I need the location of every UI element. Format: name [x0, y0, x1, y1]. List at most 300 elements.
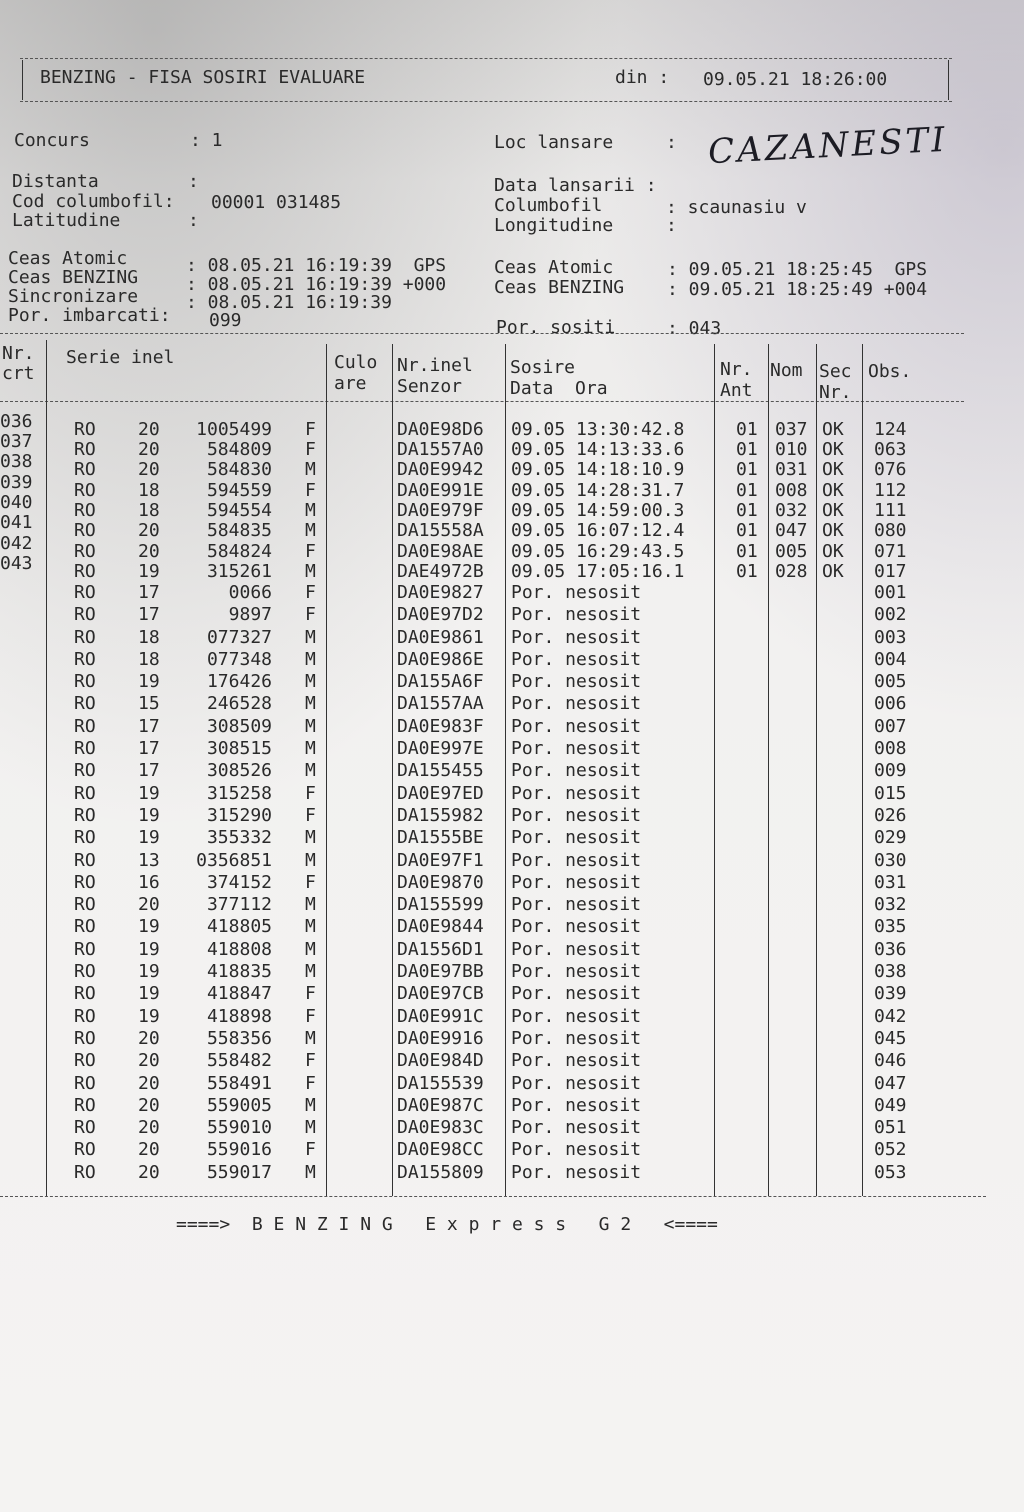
cell-tara: RO: [74, 439, 96, 461]
cell-sosire: Por. nesosit: [511, 1117, 642, 1139]
cell-an: 20: [138, 419, 160, 440]
cell-obs: 051: [874, 1117, 907, 1139]
cell-sex: M: [305, 693, 316, 715]
cell-sosire: Por. nesosit: [511, 738, 642, 759]
cell-sex: F: [305, 1005, 316, 1027]
cell-inel: 355332: [206, 827, 272, 849]
cell-senzor: DA155A6F: [397, 671, 484, 693]
cell-senzor: DA0E979F: [397, 499, 484, 521]
print-date-label: din :: [615, 67, 670, 88]
cell-tara: RO: [74, 849, 96, 871]
cell-sex: M: [305, 1094, 316, 1116]
col-header-sec-2: Nr.: [819, 382, 852, 403]
cell-an: 19: [138, 1005, 160, 1027]
cell-sex: M: [305, 738, 316, 759]
concurs-value: : 1: [190, 130, 223, 151]
loc-lansare-colon: :: [666, 132, 677, 153]
cell-sex: F: [305, 479, 316, 501]
cell-ant: 01: [736, 561, 758, 582]
cell-tara: RO: [74, 715, 96, 737]
cell-sex: F: [305, 604, 316, 626]
cell-nom: 028: [775, 561, 808, 582]
cell-an: 15: [138, 693, 160, 715]
cell-inel: 9897: [228, 604, 272, 626]
cell-senzor: DA0E9942: [397, 459, 484, 481]
cell-crt: 041: [0, 512, 33, 533]
cell-senzor: DA155455: [397, 760, 484, 782]
footer-brand: ====> B E N Z I N G E x p r e s s G 2 <====: [176, 1214, 718, 1235]
col-header-nr: Nr.: [2, 343, 35, 364]
cell-an: 17: [138, 715, 160, 737]
cell-obs: 005: [874, 671, 907, 693]
cell-sex: M: [305, 499, 316, 521]
cell-obs: 035: [874, 916, 907, 938]
cell-inel: 308509: [206, 715, 272, 737]
por-imbarcati-label: Por. imbarcati:: [8, 305, 171, 326]
cell-sex: F: [305, 1050, 316, 1072]
cell-sex: F: [305, 782, 316, 804]
col-divider-nom: [816, 344, 817, 1196]
table-border-bottom: [0, 1196, 986, 1197]
cell-senzor: DA0E987C: [397, 1094, 484, 1116]
cell-inel: 594559: [206, 479, 272, 501]
cell-tara: RO: [74, 827, 96, 849]
cell-obs: 049: [874, 1094, 907, 1116]
header-border-bottom: [20, 101, 952, 102]
cell-inel: 1005499: [196, 419, 272, 440]
cell-an: 19: [138, 782, 160, 804]
cell-obs: 112: [874, 479, 907, 501]
cell-senzor: DA0E98AE: [397, 540, 484, 562]
cell-an: 19: [138, 983, 160, 1005]
cell-sosire: 09.05 14:13:33.6: [511, 439, 685, 461]
ceas-atomic-value: : 08.05.21 16:19:39 GPS: [186, 255, 447, 276]
cell-sosire: Por. nesosit: [511, 1050, 642, 1072]
cell-obs: 003: [874, 626, 907, 648]
cell-obs: 029: [874, 827, 907, 849]
cell-sec: OK: [822, 459, 844, 481]
cell-senzor: DA0E98D6: [397, 419, 484, 440]
cell-an: 20: [138, 1027, 160, 1049]
cell-obs: 046: [874, 1050, 907, 1072]
cell-sosire: Por. nesosit: [511, 671, 642, 693]
cell-sex: M: [305, 1117, 316, 1139]
col-divider-sec: [862, 344, 863, 1196]
cell-an: 18: [138, 626, 160, 648]
cell-sex: M: [305, 961, 316, 982]
cell-obs: 045: [874, 1027, 907, 1049]
cod-columbofil-label: Cod columbofil:: [12, 191, 175, 212]
cell-inel: 246528: [206, 693, 272, 715]
cell-senzor: DA155539: [397, 1072, 484, 1094]
cell-senzor: DA155599: [397, 894, 484, 916]
cell-ant: 01: [736, 520, 758, 541]
cell-senzor: DA0E983C: [397, 1117, 484, 1139]
cell-sex: M: [305, 626, 316, 648]
latitudine-label: Latitudine: [12, 210, 121, 231]
cell-an: 18: [138, 479, 160, 501]
cell-sex: M: [305, 1161, 316, 1183]
cell-tara: RO: [74, 983, 96, 1005]
col-divider-senzor: [505, 344, 506, 1196]
cell-senzor: DA0E991C: [397, 1005, 484, 1027]
cell-sosire: Por. nesosit: [511, 760, 642, 782]
cell-sex: F: [305, 439, 316, 461]
cell-sosire: Por. nesosit: [511, 1005, 642, 1027]
columbofil-label: Columbofil: [494, 195, 603, 216]
cell-tara: RO: [74, 894, 96, 916]
cell-tara: RO: [74, 671, 96, 693]
cell-an: 19: [138, 671, 160, 693]
col-divider-culoare: [392, 344, 393, 1196]
cell-sosire: Por. nesosit: [511, 1139, 642, 1161]
cell-sosire: Por. nesosit: [511, 849, 642, 871]
cell-tara: RO: [74, 693, 96, 715]
cell-obs: 030: [874, 849, 907, 871]
col-header-are: are: [334, 373, 367, 394]
cell-obs: 015: [874, 782, 907, 804]
cell-tara: RO: [74, 479, 96, 501]
cell-inel: 558356: [206, 1027, 272, 1049]
cell-inel: 559016: [206, 1139, 272, 1161]
header-border-right: [948, 60, 949, 100]
cell-sex: F: [305, 419, 316, 440]
cell-obs: 080: [874, 520, 907, 541]
cell-sosire: Por. nesosit: [511, 715, 642, 737]
cell-sosire: Por. nesosit: [511, 1027, 642, 1049]
cell-inel: 377112: [206, 894, 272, 916]
cell-inel: 418808: [206, 938, 272, 960]
cell-sex: F: [305, 983, 316, 1005]
cell-crt: 038: [0, 451, 33, 473]
cell-sex: M: [305, 916, 316, 938]
cell-tara: RO: [74, 871, 96, 893]
cell-senzor: DA0E9870: [397, 871, 484, 893]
cell-sex: F: [305, 1139, 316, 1161]
cell-inel: 584830: [206, 459, 272, 481]
cell-sosire: Por. nesosit: [511, 894, 642, 916]
col-header-sec-1: Sec: [819, 361, 852, 382]
ceas-benzing-value: : 08.05.21 16:19:39 +000: [186, 274, 447, 295]
cell-inel: 594554: [206, 499, 272, 521]
col-divider-crt: [46, 340, 47, 1196]
loc-lansare-label: Loc lansare: [494, 132, 614, 153]
cell-nom: 010: [775, 439, 808, 461]
cell-an: 20: [138, 894, 160, 916]
cell-inel: 418898: [206, 1005, 272, 1027]
cod-columbofil-value: 00001 031485: [211, 192, 342, 213]
cell-an: 20: [138, 1072, 160, 1094]
cell-inel: 558482: [206, 1050, 272, 1072]
cell-an: 20: [138, 1050, 160, 1072]
cell-sex: F: [305, 1072, 316, 1094]
cell-senzor: DA0E991E: [397, 479, 484, 501]
cell-inel: 584824: [206, 540, 272, 562]
cell-nom: 032: [775, 499, 808, 521]
cell-tara: RO: [74, 626, 96, 648]
cell-senzor: DA0E97CB: [397, 983, 484, 1005]
cell-sex: F: [305, 582, 316, 603]
cell-inel: 558491: [206, 1072, 272, 1094]
cell-sosire: Por. nesosit: [511, 604, 642, 626]
cell-an: 13: [138, 849, 160, 871]
cell-sosire: Por. nesosit: [511, 871, 642, 893]
col-header-nr-ant-1: Nr.: [720, 359, 753, 380]
cell-sec: OK: [822, 561, 844, 582]
cell-inel: 559017: [206, 1161, 272, 1183]
cell-an: 17: [138, 604, 160, 626]
cell-ant: 01: [736, 419, 758, 440]
ceas-atomic-label: Ceas Atomic: [8, 248, 128, 269]
col-header-data-ora: Data Ora: [510, 378, 608, 399]
cell-obs: 047: [874, 1072, 907, 1094]
cell-senzor: DA0E97BB: [397, 961, 484, 982]
cell-an: 20: [138, 1161, 160, 1183]
cell-tara: RO: [74, 648, 96, 670]
cell-obs: 071: [874, 540, 907, 562]
cell-ant: 01: [736, 459, 758, 481]
cell-senzor: DA0E986E: [397, 648, 484, 670]
cell-sec: OK: [822, 439, 844, 461]
cell-obs: 039: [874, 983, 907, 1005]
cell-obs: 004: [874, 648, 907, 670]
cell-obs: 002: [874, 604, 907, 626]
cell-ant: 01: [736, 479, 758, 501]
cell-sosire: Por. nesosit: [511, 983, 642, 1005]
cell-senzor: DA0E97D2: [397, 604, 484, 626]
cell-senzor: DA0E9916: [397, 1027, 484, 1049]
cell-inel: 0356851: [196, 849, 272, 871]
cell-sosire: 09.05 14:18:10.9: [511, 459, 685, 481]
cell-senzor: DA0E9827: [397, 582, 484, 603]
cell-inel: 584835: [206, 520, 272, 541]
cell-an: 17: [138, 582, 160, 603]
cell-tara: RO: [74, 1027, 96, 1049]
cell-tara: RO: [74, 1072, 96, 1094]
loc-lansare-handwritten: CAZANESTI: [707, 119, 949, 173]
cell-obs: 031: [874, 871, 907, 893]
document-title: BENZING - FISA SOSIRI EVALUARE: [40, 67, 366, 88]
cell-ant: 01: [736, 540, 758, 562]
cell-an: 20: [138, 1094, 160, 1116]
cell-tara: RO: [74, 561, 96, 582]
cell-inel: 418805: [206, 916, 272, 938]
cell-sosire: Por. nesosit: [511, 1094, 642, 1116]
ceas-benzing-label: Ceas BENZING: [8, 267, 139, 288]
cell-sosire: 09.05 14:28:31.7: [511, 479, 685, 501]
col-header-sosire: Sosire: [510, 357, 576, 378]
latitudine-colon: :: [188, 210, 199, 231]
cell-tara: RO: [74, 782, 96, 804]
por-sositi-value: : 043: [667, 318, 722, 339]
cell-obs: 001: [874, 582, 907, 603]
cell-ant: 01: [736, 499, 758, 521]
cell-obs: 006: [874, 693, 907, 715]
cell-sec: OK: [822, 419, 844, 440]
cell-tara: RO: [74, 1139, 96, 1161]
cell-an: 19: [138, 561, 160, 582]
cell-crt: 036: [0, 411, 33, 432]
cell-sex: M: [305, 1027, 316, 1049]
cell-tara: RO: [74, 738, 96, 759]
ceas-atomic-sosire-label: Ceas Atomic: [494, 257, 614, 278]
cell-obs: 007: [874, 715, 907, 737]
cell-inel: 176426: [206, 671, 272, 693]
col-header-serie: Serie inel: [66, 347, 175, 368]
cell-inel: 559005: [206, 1094, 272, 1116]
cell-senzor: DA1555BE: [397, 827, 484, 849]
cell-senzor: DA1557A0: [397, 439, 484, 461]
cell-an: 19: [138, 938, 160, 960]
cell-sosire: 09.05 16:29:43.5: [511, 540, 685, 562]
cell-sosire: 09.05 13:30:42.8: [511, 419, 685, 440]
cell-an: 18: [138, 648, 160, 670]
cell-an: 20: [138, 439, 160, 461]
cell-obs: 017: [874, 561, 907, 582]
cell-sosire: Por. nesosit: [511, 804, 642, 826]
distanta-colon: :: [188, 171, 199, 192]
cell-an: 19: [138, 827, 160, 849]
cell-senzor: DA1556D1: [397, 938, 484, 960]
cell-an: 20: [138, 540, 160, 562]
col-header-culo: Culo: [334, 352, 378, 373]
cell-tara: RO: [74, 1005, 96, 1027]
ceas-benzing-sosire-label: Ceas BENZING: [494, 277, 625, 298]
cell-sex: M: [305, 561, 316, 582]
cell-tara: RO: [74, 1117, 96, 1139]
cell-obs: 032: [874, 894, 907, 916]
cell-nom: 047: [775, 520, 808, 541]
cell-inel: 559010: [206, 1117, 272, 1139]
header-border-top: [20, 58, 952, 59]
ceas-benzing-sosire-value: : 09.05.21 18:25:49 +004: [667, 279, 928, 300]
cell-sec: OK: [822, 479, 844, 501]
cell-senzor: DA15558A: [397, 520, 484, 541]
cell-obs: 053: [874, 1161, 907, 1183]
cell-inel: 418835: [206, 961, 272, 982]
cell-tara: RO: [74, 1161, 96, 1183]
cell-sex: M: [305, 671, 316, 693]
cell-tara: RO: [74, 499, 96, 521]
cell-sosire: 09.05 14:59:00.3: [511, 499, 685, 521]
cell-an: 17: [138, 738, 160, 759]
cell-inel: 374152: [206, 871, 272, 893]
cell-sex: F: [305, 540, 316, 562]
cell-sosire: Por. nesosit: [511, 626, 642, 648]
cell-sex: M: [305, 520, 316, 541]
cell-sex: F: [305, 804, 316, 826]
cell-tara: RO: [74, 582, 96, 603]
cell-tara: RO: [74, 1094, 96, 1116]
cell-senzor: DA0E9844: [397, 916, 484, 938]
cell-an: 20: [138, 459, 160, 481]
col-divider-serie: [326, 344, 327, 1196]
cell-sosire: 09.05 17:05:16.1: [511, 561, 685, 582]
cell-sex: M: [305, 827, 316, 849]
cell-obs: 036: [874, 938, 907, 960]
cell-crt: 039: [0, 471, 33, 493]
cell-crt: 037: [0, 431, 33, 453]
cell-nom: 005: [775, 540, 808, 562]
col-header-obs: Obs.: [868, 361, 912, 382]
cell-obs: 124: [874, 419, 907, 440]
cell-senzor: DA155982: [397, 804, 484, 826]
cell-crt: 043: [0, 553, 33, 574]
cell-inel: 077327: [206, 626, 272, 648]
cell-sosire: Por. nesosit: [511, 648, 642, 670]
cell-senzor: DA0E97ED: [397, 782, 484, 804]
concurs-label: Concurs: [14, 130, 90, 151]
cell-senzor: DA0E997E: [397, 738, 484, 759]
cell-an: 19: [138, 916, 160, 938]
cell-tara: RO: [74, 459, 96, 481]
cell-sosire: Por. nesosit: [511, 782, 642, 804]
cell-tara: RO: [74, 419, 96, 440]
cell-inel: 315290: [206, 804, 272, 826]
cell-obs: 038: [874, 961, 907, 982]
col-header-nr-ant-2: Ant: [720, 380, 753, 401]
cell-senzor: DA0E98CC: [397, 1139, 484, 1161]
cell-nom: 031: [775, 459, 808, 481]
cell-inel: 0066: [228, 582, 272, 603]
cell-an: 19: [138, 804, 160, 826]
cell-sosire: Por. nesosit: [511, 961, 642, 982]
por-sositi-label: Por. sositi: [496, 317, 616, 338]
cell-inel: 077348: [206, 648, 272, 670]
cell-tara: RO: [74, 520, 96, 541]
cell-obs: 076: [874, 459, 907, 481]
col-divider-sosire: [714, 344, 715, 1196]
cell-sex: M: [305, 648, 316, 670]
col-header-nom: Nom: [770, 360, 803, 381]
table-border-top: [0, 333, 964, 334]
cell-sex: M: [305, 894, 316, 916]
cell-obs: 008: [874, 738, 907, 759]
header-border-left: [22, 60, 23, 100]
cell-obs: 026: [874, 804, 907, 826]
cell-obs: 009: [874, 760, 907, 782]
columbofil-value: : scaunasiu v: [666, 197, 807, 218]
por-imbarcati-value: 099: [209, 310, 242, 331]
longitudine-colon: :: [666, 215, 677, 236]
cell-inel: 315258: [206, 782, 272, 804]
cell-sex: M: [305, 715, 316, 737]
cell-senzor: DAE4972B: [397, 561, 484, 582]
longitudine-label: Longitudine: [494, 215, 614, 236]
cell-inel: 308526: [206, 760, 272, 782]
cell-obs: 052: [874, 1139, 907, 1161]
cell-senzor: DA0E97F1: [397, 849, 484, 871]
sincronizare-value: : 08.05.21 16:19:39: [186, 292, 392, 313]
cell-inel: 308515: [206, 738, 272, 759]
cell-sex: M: [305, 849, 316, 871]
cell-senzor: DA1557AA: [397, 693, 484, 715]
cell-inel: 315261: [206, 561, 272, 582]
cell-tara: RO: [74, 540, 96, 562]
col-header-nrinel: Nr.inel: [397, 355, 473, 376]
cell-tara: RO: [74, 760, 96, 782]
cell-crt: 040: [0, 491, 33, 513]
distanta-label: Distanta: [12, 171, 99, 192]
cell-sex: M: [305, 459, 316, 481]
cell-obs: 042: [874, 1005, 907, 1027]
cell-sosire: Por. nesosit: [511, 582, 642, 603]
cell-sex: M: [305, 938, 316, 960]
cell-sex: F: [305, 871, 316, 893]
cell-sosire: 09.05 16:07:12.4: [511, 520, 685, 541]
cell-an: 18: [138, 499, 160, 521]
sincronizare-label: Sincronizare: [8, 286, 139, 307]
